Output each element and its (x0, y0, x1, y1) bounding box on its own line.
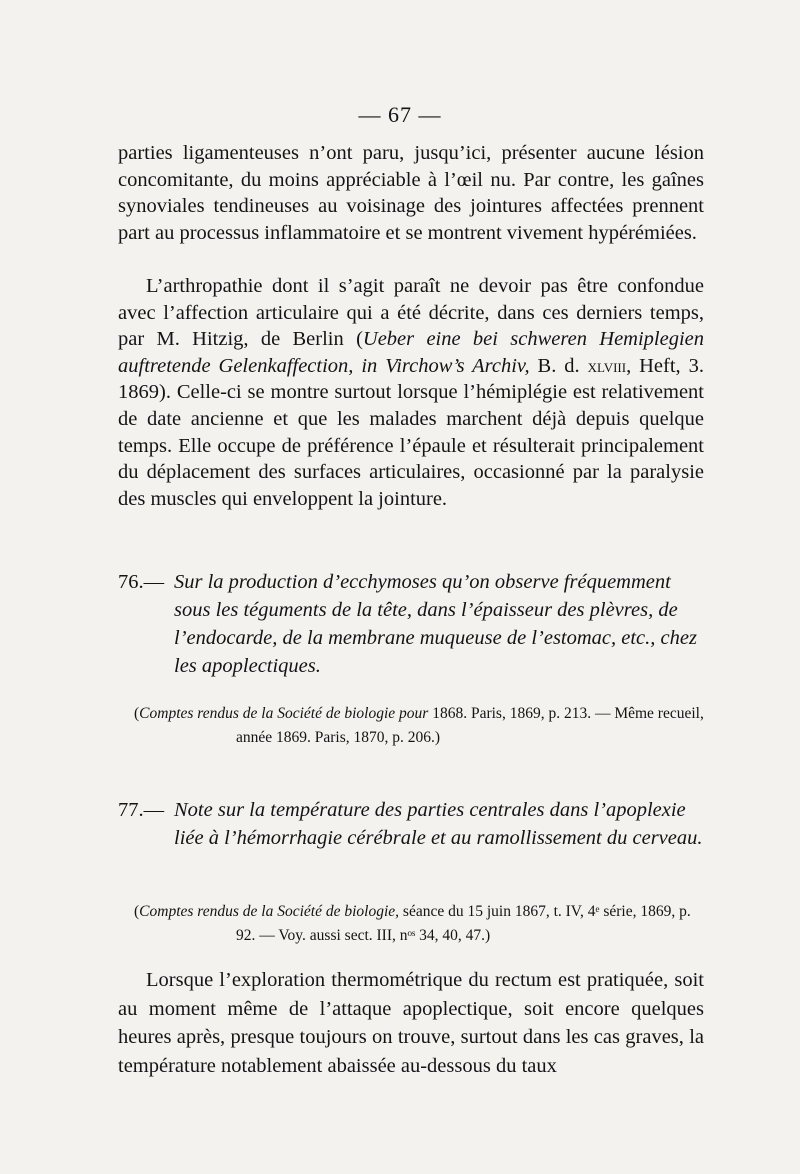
entry-77-reference (118, 900, 704, 948)
entry-76-reference-block (118, 702, 704, 750)
entry-77 (118, 796, 704, 852)
paragraph-2-block (118, 273, 704, 512)
entry-77-ref-paren: ( (134, 903, 140, 920)
entry-76-ref-text: 1868. Paris, 1869, p. 213. — Même recueil, année 1869. Paris, 1870, p. 206.) (236, 705, 704, 746)
entry-77-number: 77.— (118, 799, 165, 821)
paragraph-1: parties ligamenteuses n’ont paru, jusqu’ici, présenter aucune lésion concomitante, du moins appréciable à l’œil nu. Par contre, les gaînes synoviales tendineuses au voisinage des jointures affectées prennent part au processus inflammatoire et se montrent vivement hypérémiées. (118, 142, 704, 244)
entry-77-title: Note sur la température des parties centrales dans l’apoplexie liée à l’hémorrhagie cérébrale et au ramollissement du cerveau. (174, 799, 703, 849)
paragraph-3 (118, 966, 704, 1080)
paragraph-2-text-b: B. d. (529, 354, 588, 377)
entry-77-heading (118, 796, 704, 852)
paragraph-3-block (118, 966, 704, 1080)
paragraph-1-block (118, 140, 704, 246)
entry-76-number: 76.— (118, 571, 165, 593)
entry-77-ref-text: séance du 15 juin 1867, t. IV, 4ᵉ série, 1869, p. 92. — Voy. aussi sect. III, nᵒˢ 34, 40, 47.) (236, 903, 691, 944)
entry-76-ref-journal: Comptes rendus de la Société de biologie pour (139, 705, 429, 722)
paragraph-2-text-c: , Heft, 3. 1869). Celle-ci se montre surtout lorsque l’hémiplégie est relativement de date ancienne et que les malades marchent déjà depuis quelque temps. Elle occupe de préférence l’épaule et résulterait principalement du déplacement des surfaces articulaires, occasionné par la paralysie des muscles qui enveloppent la jointure. (118, 354, 704, 510)
entry-76-heading (118, 568, 704, 680)
entry-77-reference-block (118, 900, 704, 948)
entry-76-ref-paren: ( (134, 705, 140, 722)
paragraph-2-volume: xlviii (587, 355, 627, 376)
entry-76 (118, 568, 704, 680)
paragraph-2-text-a: L’arthropathie dont il s’agit paraît ne devoir pas être confondue avec l’affection articulaire qui a été décrite, dans ces derniers temps, par M. Hitzig, de Berlin ( (118, 275, 704, 351)
entry-76-title: Sur la production d’ecchymoses qu’on observe fréquemment sous les téguments de la tête, dans l’épaisseur des plèvres, de l’endocarde, de la membrane muqueuse de l’estomac, etc., chez les apoplectiques. (174, 571, 697, 677)
page-number: — 67 — (358, 102, 442, 127)
entry-77-ref-journal: Comptes rendus de la Société de biologie, (139, 903, 400, 920)
paragraph-2 (118, 273, 704, 512)
entry-76-reference (118, 702, 704, 750)
paragraph-2-citation-title: Ueber eine bei schweren Hemiplegien auftretende Gelenkaffection, in Virchow’s Archiv, (118, 328, 705, 377)
paragraph-3-text: Lorsque l’exploration thermométrique du rectum est pratiquée, soit au moment même de l’attaque apoplectique, soit encore quelques heures après, presque toujours on trouve, surtout dans les cas graves, la température notablement abaissée au-dessous du taux (118, 969, 704, 1077)
